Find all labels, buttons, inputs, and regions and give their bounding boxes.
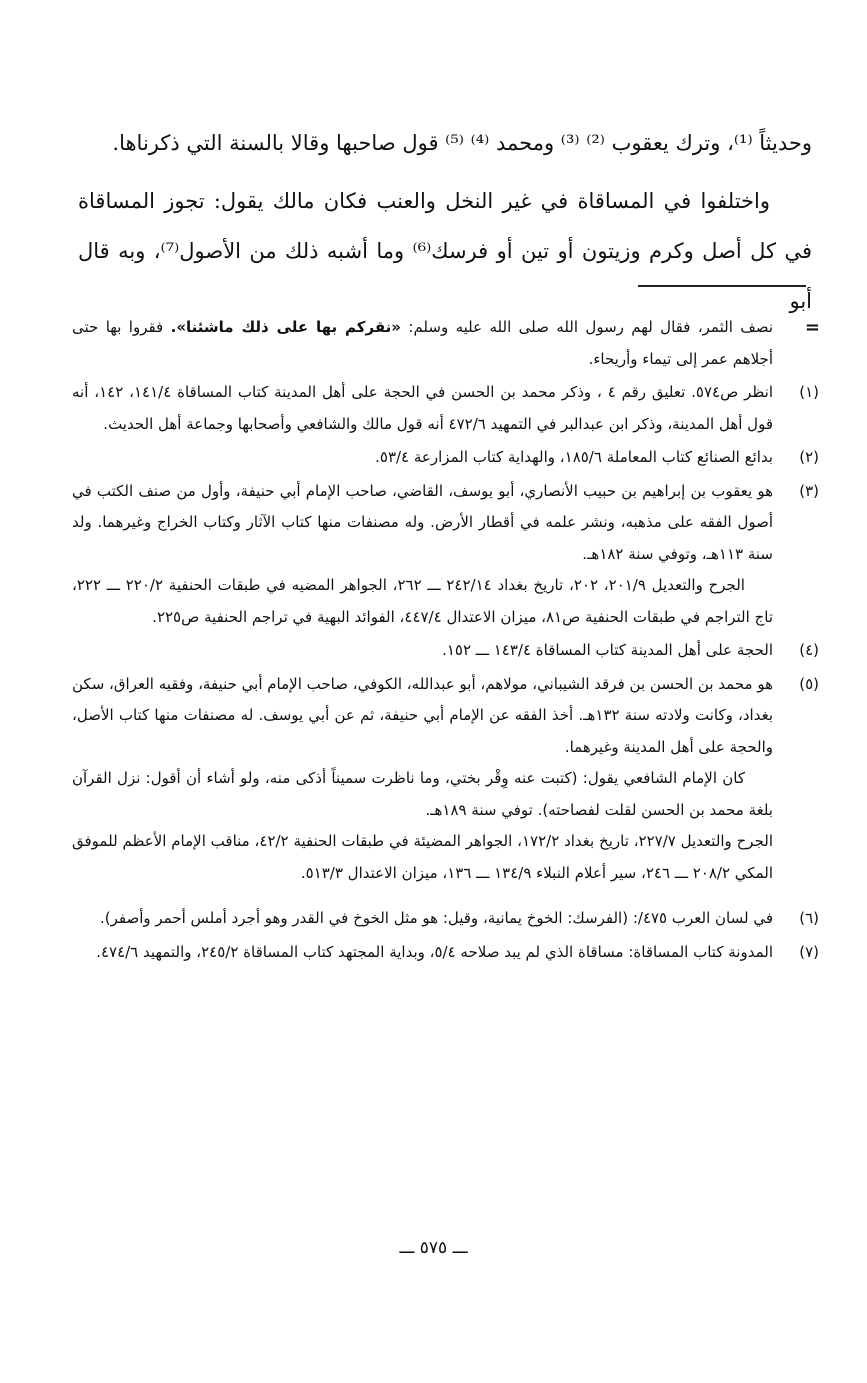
footnote-number: (٤) (799, 641, 819, 659)
continuation-mark: = (804, 317, 819, 338)
footnote-1 (72, 377, 819, 440)
footnote-body (72, 442, 773, 474)
footnote-3 (72, 476, 819, 634)
main-paragraph-2: واختلفوا في المساقاة في غير النخل والعنب فكان مالك يقول: تجوز المساقاة في كل أصل وكرم وزيتون أو تين أو فرسك⁽⁶⁾ وما أشبه ذلك من الأصول⁽⁷⁾، وبه قال أبو (78, 189, 812, 313)
main-text (78, 118, 812, 326)
footnote-text: بدائع الصنائع كتاب المعاملة ١٨٥/٦، والهداية كتاب المزارعة ٥٣/٤. (375, 448, 773, 466)
footnote-text: في لسان العرب ٤٧٥/: (الفرسك: الخوخ يمانية، وقيل: هو مثل الخوخ في القدر وهو أجرد أملس أحمر وأصفر). (99, 909, 773, 927)
footnote-4 (72, 635, 819, 667)
footnote-number: (٧) (799, 942, 819, 961)
footnote-number: (٥) (799, 674, 819, 693)
footnotes (72, 312, 819, 968)
footnote-body (72, 669, 773, 890)
footnote-2 (72, 442, 819, 474)
footnote-body (72, 635, 773, 667)
footnote-body (72, 312, 773, 375)
footnote-continuation (72, 312, 819, 375)
continuation-text-before: نصف الثمر، فقال لهم رسول الله صلى الله عليه وسلم: (400, 318, 773, 336)
footnote-text: انظر ص٥٧٤. تعليق رقم ٤ ، وذكر محمد بن الحسن في الحجة على أهل المدينة كتاب المساقاة ١٤١/٤، ١٤٢، أنه قول أهل المدينة، وذكر ابن عبدالبر في التمهيد ٤٧٢/٦ أنه قول مالك والشافعي وأصحابها وجماعة أهل الحديث. (72, 383, 774, 433)
continuation-quote: «نقركم بها على ذلك ماشئنا». (170, 318, 401, 336)
footnote-references: الجرح والتعديل ٢٠١/٩، ٢٠٢، تاريخ بغداد ٢٤٢/١٤ ـــ ٢٦٢، الجواهر المضيه في طبقات الحنفية ٢٢٠/٢ ـــ ٢٢٢، تاج التراجم في طبقات الحنفية ص٨١، ميزان الاعتدال ٤٤٧/٤، الفوائد البهية في تراجم الحنفية ص٢٢٥. (72, 576, 773, 626)
footnote-number: (٢) (799, 448, 819, 466)
footnote-number: (٦) (799, 909, 819, 927)
footnote-body (72, 377, 773, 440)
footnote-number: (١) (799, 383, 819, 401)
footnote-separator (638, 285, 806, 287)
footnote-body (72, 476, 773, 634)
footnote-references: الجرح والتعديل ٢٢٧/٧، تاريخ بغداد ١٧٢/٢، الجواهر المضيئة في طبقات الحنفية ٤٢/٢، مناقب الإمام الأعظم للموفق المكي ٢٠٨/٢ ـــ ٢٤٦، سير أعلام النبلاء ١٣٤/٩ ـــ ١٣٦، ميزان الاعتدال ٥١٣/٣. (72, 832, 774, 882)
page-number: ـــ ٥٧٥ ـــ (399, 1238, 468, 1258)
footnote-body (72, 937, 773, 969)
footnote-5 (72, 669, 819, 890)
footnote-quote: كان الإمام الشافعي يقول: (كتبت عنه وِقْر بختي، وما ناظرت سميناً أذكى منه، ولو أشاء أن أقول: نزل القرآن بلغة محمد بن الحسن لقلت لفصاحته). توفي سنة ١٨٩هـ. (72, 769, 773, 819)
footnote-number: (٣) (799, 481, 819, 500)
main-line-1: وحديثاً ⁽¹⁾، وترك يعقوب ⁽²⁾ ⁽³⁾ ومحمد ⁽⁴⁾ ⁽⁵⁾ قول صاحبها وقالا بالسنة التي ذكرناها. (112, 131, 812, 155)
footnote-7 (72, 937, 819, 969)
footnote-text: هو محمد بن الحسن بن فرقد الشيباني، مولاهم، أبو عبدالله، الكوفي، صاحب الإمام أبي حنيفة، وفقيه العراق، سكن بغداد، وكانت ولادته سنة ١٣٢هـ. أخذ الفقه عن الإمام أبي حنيفة، ثم عن أبي يوسف. له مصنفات منها كتاب الأصل، والحجة على أهل المدينة وغيرهما. (72, 674, 773, 756)
footnote-body (72, 903, 773, 935)
footnote-text: الحجة على أهل المدينة كتاب المساقاة ١٤٣/٤ ـــ ١٥٢. (442, 641, 773, 659)
footnote-6 (72, 903, 819, 935)
footnote-text: المدونة كتاب المساقاة: مساقاة الذي لم يبد صلاحه ٥/٤، وبداية المجتهد كتاب المساقاة ٢٤٥/٢، والتمهيد ٤٧٤/٦. (96, 942, 773, 961)
continuation-text-after: فقروا بها حتى أجلاهم عمر إلى تيماء وأريحاء. (72, 318, 773, 368)
footnote-text: هو يعقوب بن إبراهيم بن حبيب الأنصاري، أبو يوسف، القاضي، صاحب الإمام أبي حنيفة، وأول من صنف الكتب في أصول الفقه على مذهبه، ونشر علمه في أقطار الأرض. وله مصنفات منها كتاب الآثار وكتاب الخراج وغيرهما. ولد سنة ١١٣هـ، وتوفي سنة ١٨٢هـ. (72, 481, 773, 563)
